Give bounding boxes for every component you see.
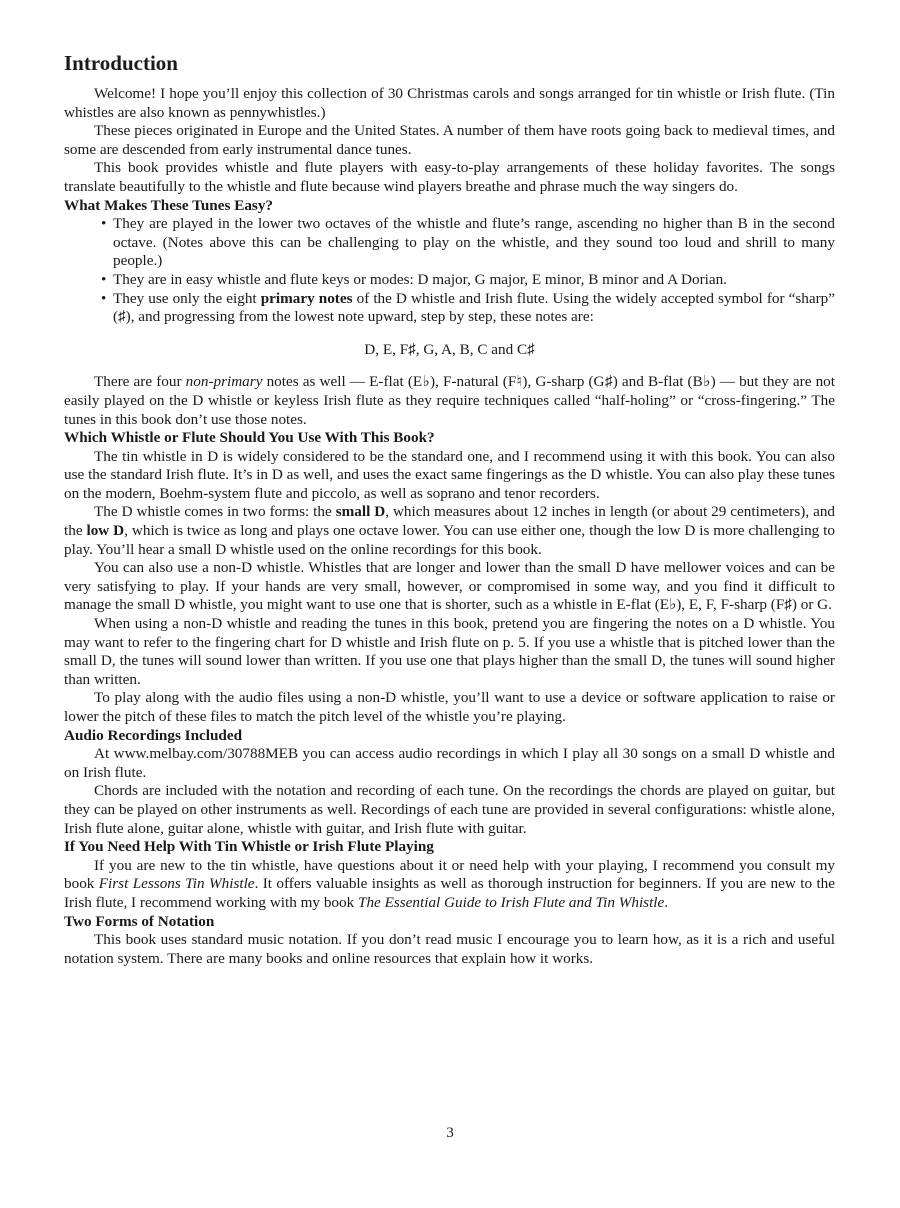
page-number: 3 xyxy=(446,1124,454,1141)
bullet3-text-a: They use only the eight xyxy=(113,289,261,307)
section-heading-which: Which Whistle or Flute Should You Use With This Book? xyxy=(64,429,435,447)
help-text-a: If you are new to the tin whistle, have questions about it or need help with your playing, I recommend you consult my book xyxy=(64,856,835,893)
page-content xyxy=(64,50,835,968)
which-paragraph-2 xyxy=(64,503,835,559)
help-text-c: . It offers valuable insights as well as thorough instruction for beginners. If you are new to the Irish flute, I recommend working with my book xyxy=(64,875,835,911)
which-p2-e: , which is twice as long and plays one octave lower. You can use either one, though the low D is more challenging to play. You’ll hear a small D whistle used on the online recordings for this book. xyxy=(64,522,835,558)
intro-paragraph-1: Welcome! I hope you’ll enjoy this collection of 30 Christmas carols and songs arranged for tin whistle or Irish flute. (Tin whistles are also known as pennywhistles.) xyxy=(64,85,835,121)
bullet3-text-b: of the D whistle and Irish flute. Using the widely accepted symbol for “sharp” (♯), and progressing from the lowest note upward, step by step, these notes are: xyxy=(113,289,836,326)
book-title-first-lessons: First Lessons Tin Whistle xyxy=(98,875,255,893)
help-paragraph xyxy=(64,857,835,913)
notation-paragraph: This book uses standard music notation. If you don’t read music I encourage you to learn how, as it is a rich and useful notation system. There are many books and online resources that explain how it works. xyxy=(64,931,835,967)
section-heading-help: If You Need Help With Tin Whistle or Irish Flute Playing xyxy=(64,838,434,856)
which-paragraph-3: You can also use a non-D whistle. Whistles that are longer and lower than the small D have mellower voices and can be very satisfying to play. If your hands are very small, however, or compromised in some way, and you find it difficult to manage the small D whistle, you might want to use one that is shorter, such as a whistle in E-flat (E♭), E, F, F-sharp (F♯) or G. xyxy=(64,559,835,614)
intro-paragraph-3: This book provides whistle and flute players with easy-to-play arrangements of these holiday favorites. The songs translate beautifully to the whistle and flute because wind players breathe and phrase much the way singers do. xyxy=(64,159,835,195)
help-text-e: . xyxy=(664,893,669,911)
audio-paragraph-1: At www.melbay.com/30788MEB you can access audio recordings in which I play all 30 songs on a small D whistle and on Irish flute. xyxy=(64,745,835,781)
primary-notes-line: D, E, F♯, G, A, B, C and C♯ xyxy=(364,340,535,358)
which-p2-a: The D whistle comes in two forms: the xyxy=(94,503,336,521)
which-paragraph-1: The tin whistle in D is widely considered to be the standard one, and I recommend using it with this book. You can also use the standard Irish flute. It’s in D as well, and uses the exact same fingerings as the D whistle. You can also play these tunes on the modern, Boehm-system flute and piccolo, as well as soprano and tenor recorders. xyxy=(64,447,835,502)
nonprimary-text-a: There are four xyxy=(94,373,186,391)
section-heading-notation: Two Forms of Notation xyxy=(64,912,215,930)
section-heading-easy: What Makes These Tunes Easy? xyxy=(64,196,274,214)
which-paragraph-4: When using a non-D whistle and reading the tunes in this book, pretend you are fingering the notes on a D whistle. You may want to refer to the fingering chart for D whistle and Irish flute on p. 5. If you use a whistle that is pitched lower than the small D, the tunes will sound lower than written. If you use one that plays higher than the small D, the tunes will sound higher than written. xyxy=(64,615,835,688)
small-d-term: small D xyxy=(335,503,386,521)
which-paragraph-5: To play along with the audio files using a non-D whistle, you’ll want to use a device or software application to raise or lower the pitch of these files to match the pitch level of the whistle you’re playing. xyxy=(64,689,835,725)
easy-bullet-list xyxy=(64,215,835,327)
audio-paragraph-2: Chords are included with the notation and recording of each tune. On the recordings the chords are played on guitar, but they can be played on other instruments as well. Recordings of each tune are provided in several configurations: whistle alone, Irish flute alone, guitar alone, whistle with guitar, and Irish flute with guitar. xyxy=(64,782,835,837)
page-title: Introduction xyxy=(64,51,178,75)
easy-bullet-3 xyxy=(113,290,835,327)
nonprimary-paragraph xyxy=(64,373,835,429)
nonprimary-term: non-primary xyxy=(185,373,263,391)
easy-bullet-1: • They are played in the lower two octaves of the whistle and flute’s range, ascending no higher than B in the second octave. (Notes above this can be challenging to play on the whistle, and they sound too loud and shrill to many people.) xyxy=(113,215,835,271)
book-title-essential-guide: The Essential Guide to Irish Flute and Tin Whistle xyxy=(358,893,665,911)
section-heading-audio: Audio Recordings Included xyxy=(64,726,243,744)
nonprimary-text-b: notes as well — E-flat (E♭), F-natural (F♮), G-sharp (G♯) and B-flat (B♭) — but they are not easily played on the D whistle or keyless Irish flute as they require techniques called “half-holing” or “cross-fingering.” The tunes in this book don’t use those notes. xyxy=(64,373,835,428)
low-d-term: low D xyxy=(86,522,125,540)
which-p2-c: , which measures about 12 inches in length (or about 29 centimeters), and the xyxy=(64,503,836,540)
easy-bullet-2: • They are in easy whistle and flute keys or modes: D major, G major, E minor, B minor and A Dorian. xyxy=(113,271,835,290)
primary-notes-term: primary notes xyxy=(260,289,353,307)
intro-paragraph-2: These pieces originated in Europe and the United States. A number of them have roots going back to medieval times, and some are descended from early instrumental dance tunes. xyxy=(64,122,835,158)
